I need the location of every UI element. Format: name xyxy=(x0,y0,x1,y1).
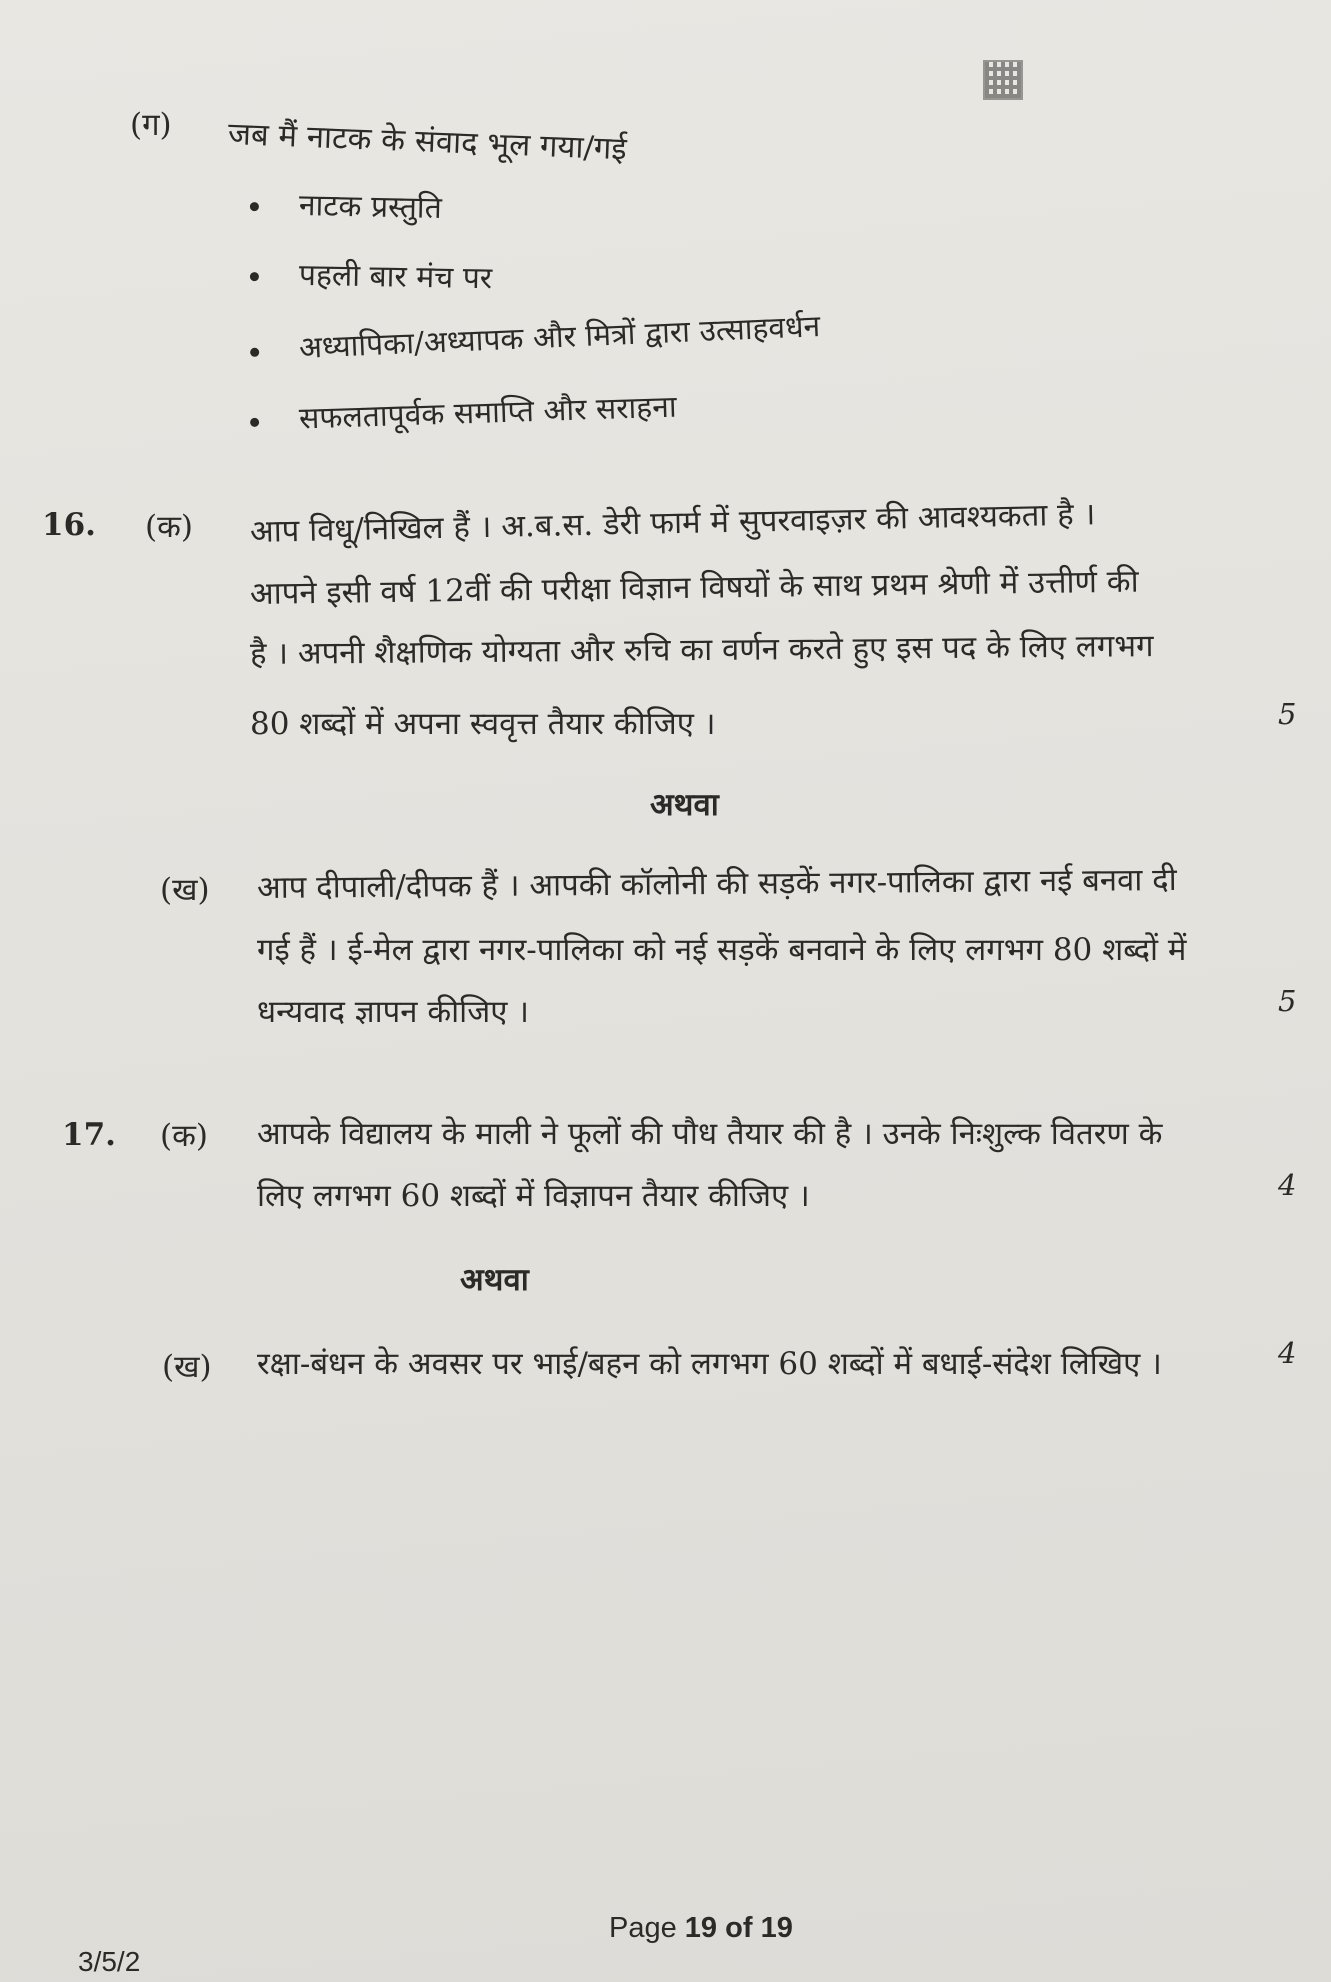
bullet-dot-icon xyxy=(250,272,259,281)
bullet-item xyxy=(249,304,821,369)
q16-a-line: आप विधू/निखिल हैं । अ.ब.स. डेरी फार्म में सुपरवाइज़र की आवश्यकता है । xyxy=(249,496,1096,550)
paper-code: 3/5/2 xyxy=(78,1946,141,1977)
bullet-text: अध्यापिका/अध्यापक और मित्रों द्वारा उत्साहवर्धन xyxy=(298,309,821,366)
q16-a-marks: 5 xyxy=(1278,697,1297,731)
q16-or-divider: अथवा xyxy=(650,787,719,823)
question-16-number: 16. xyxy=(42,507,96,543)
bullet-item xyxy=(250,182,443,227)
q17-part-b-label: (ख) xyxy=(162,1349,212,1385)
q17-part-a-label: (क) xyxy=(160,1118,208,1154)
bullet-text: सफलतापूर्वक समाप्ति और सराहना xyxy=(298,389,678,437)
q17-b-line: रक्षा-बंधन के अवसर पर भाई/बहन को लगभग 60 शब्दों में बधाई-संदेश लिखिए । xyxy=(257,1346,1162,1382)
bullet-text: नाटक प्रस्तुति xyxy=(298,188,443,227)
q16-part-a-label: (क) xyxy=(145,509,193,545)
q16-b-line: आप दीपाली/दीपक हैं । आपकी कॉलोनी की सड़कें नगर-पालिका द्वारा नई बनवा दी xyxy=(256,861,1177,906)
bullet-item xyxy=(250,252,493,297)
q17-a-marks: 4 xyxy=(1278,1168,1297,1202)
page-current: 19 xyxy=(684,1912,718,1944)
q17-a-line: लिए लगभग 60 शब्दों में विज्ञापन तैयार कीजिए । xyxy=(257,1178,810,1214)
section-g-title: जब मैं नाटक के संवाद भूल गया/गई xyxy=(227,116,628,168)
q17-b-marks: 4 xyxy=(1278,1336,1297,1370)
bullet-text: पहली बार मंच पर xyxy=(298,257,493,297)
bullet-dot-icon xyxy=(250,347,259,356)
page-of: of xyxy=(725,1912,753,1944)
q16-b-line: गई हैं । ई-मेल द्वारा नगर-पालिका को नई सड़कें बनवाने के लिए लगभग 80 शब्दों में xyxy=(257,932,1187,968)
q16-a-line: है । अपनी शैक्षणिक योग्यता और रुचि का वर्णन करते हुए इस पद के लिए लगभग xyxy=(249,628,1154,672)
q17-or-divider: अथवा xyxy=(460,1262,529,1298)
q16-a-line: 80 शब्दों में अपना स्ववृत्त तैयार कीजिए । xyxy=(250,706,716,742)
bullet-dot-icon xyxy=(250,202,259,211)
page-prefix: Page xyxy=(609,1912,677,1944)
q16-a-line: आपने इसी वर्ष 12वीं की परीक्षा विज्ञान विषयों के साथ प्रथम श्रेणी में उत्तीर्ण की xyxy=(249,563,1139,612)
bullet-item xyxy=(249,385,677,439)
bullet-dot-icon xyxy=(250,417,259,426)
q16-part-b-label: (ख) xyxy=(160,872,210,908)
section-g-label: (ग) xyxy=(130,107,172,143)
page-total: 19 xyxy=(760,1912,793,1944)
q16-b-line: धन्यवाद ज्ञापन कीजिए । xyxy=(257,994,529,1030)
q16-b-marks: 5 xyxy=(1278,984,1297,1018)
qr-code-icon xyxy=(983,60,1023,100)
q17-a-line: आपके विद्यालय के माली ने फूलों की पौध तैयार की है । उनके निःशुल्क वितरण के xyxy=(257,1116,1163,1152)
page-number xyxy=(609,1912,793,1945)
question-17-number: 17. xyxy=(62,1117,116,1153)
